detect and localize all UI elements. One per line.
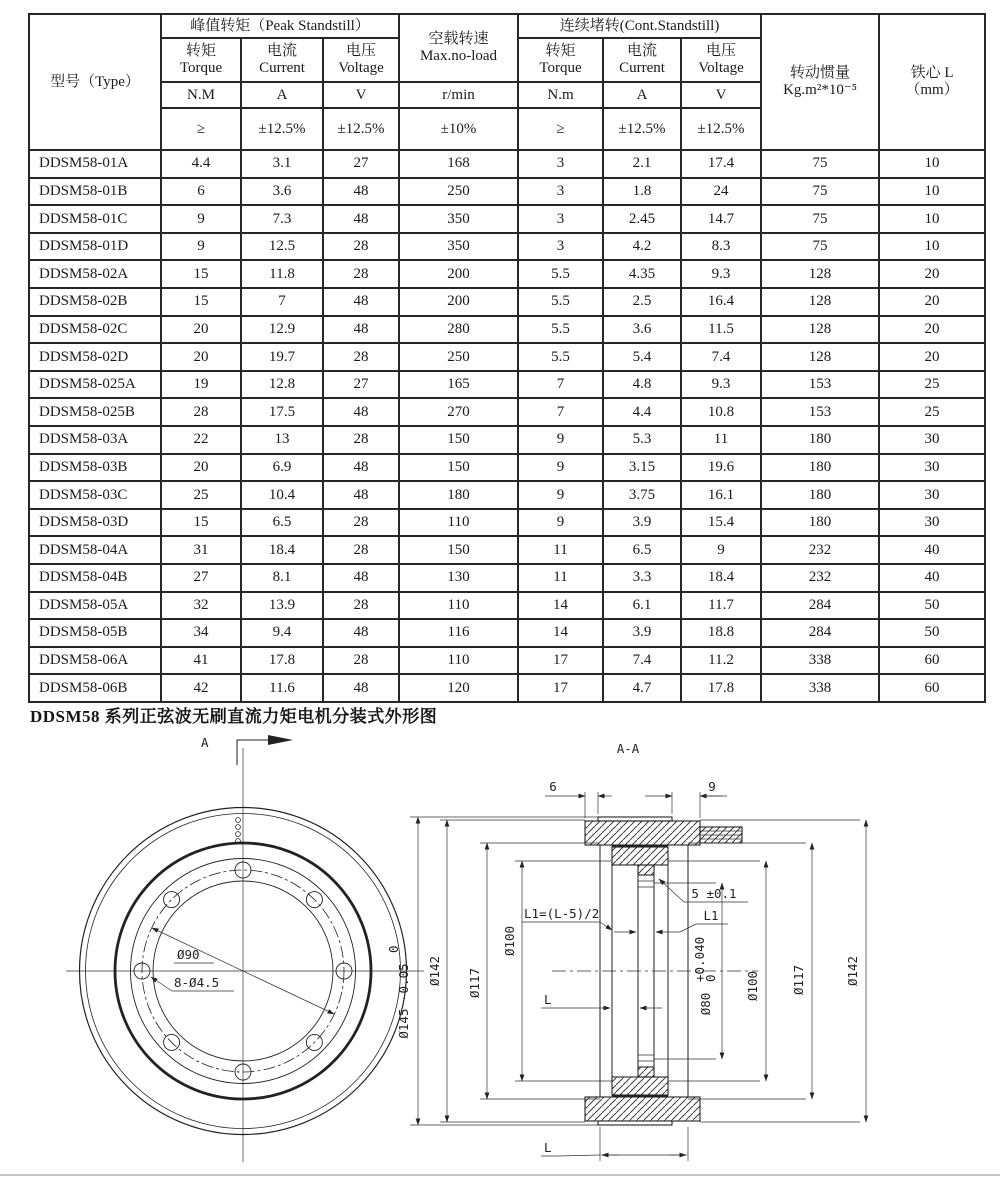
value-cell: 25 bbox=[879, 371, 985, 399]
table-row bbox=[29, 371, 985, 399]
model-cell: DDSM58-02D bbox=[29, 343, 161, 371]
tol-peak-current: ±12.5% bbox=[241, 108, 323, 150]
section-mark-arrow bbox=[268, 735, 293, 745]
dim-6-label: 6 bbox=[549, 779, 557, 794]
value-cell: 280 bbox=[399, 316, 518, 344]
unit-peak-current: A bbox=[241, 82, 323, 108]
value-cell: 2.45 bbox=[603, 205, 681, 233]
value-cell: 31 bbox=[161, 536, 241, 564]
value-cell: 350 bbox=[399, 233, 518, 261]
value-cell: 13.9 bbox=[241, 592, 323, 620]
value-cell: 168 bbox=[399, 150, 518, 178]
value-cell: 48 bbox=[323, 481, 399, 509]
value-cell: 20 bbox=[879, 288, 985, 316]
value-cell: 250 bbox=[399, 178, 518, 206]
value-cell: 2.1 bbox=[603, 150, 681, 178]
value-cell: 27 bbox=[323, 371, 399, 399]
value-cell: 2.5 bbox=[603, 288, 681, 316]
value-cell: 3 bbox=[518, 205, 603, 233]
header-core-unit: （mm） bbox=[905, 82, 959, 98]
value-cell: 4.4 bbox=[161, 150, 241, 178]
value-cell: 60 bbox=[879, 674, 985, 702]
value-cell: 11.8 bbox=[241, 260, 323, 288]
header-cont-current: 电流 Current bbox=[603, 38, 681, 82]
value-cell: 150 bbox=[399, 454, 518, 482]
model-cell: DDSM58-02A bbox=[29, 260, 161, 288]
model-cell: DDSM58-04A bbox=[29, 536, 161, 564]
value-cell: 48 bbox=[323, 288, 399, 316]
value-cell: 10 bbox=[879, 178, 985, 206]
value-cell: 7.3 bbox=[241, 205, 323, 233]
inner-dims bbox=[522, 879, 748, 1008]
table-row bbox=[29, 454, 985, 482]
dim-9-label: 9 bbox=[708, 779, 716, 794]
value-cell: 9.3 bbox=[681, 371, 761, 399]
dim-d80-label: Ø80 bbox=[698, 992, 713, 1016]
top-dims bbox=[545, 779, 727, 818]
value-cell: 32 bbox=[161, 592, 241, 620]
value-cell: 7 bbox=[518, 398, 603, 426]
table-row bbox=[29, 619, 985, 647]
value-cell: 5.4 bbox=[603, 343, 681, 371]
value-cell: 128 bbox=[761, 288, 879, 316]
l1-label: L1 bbox=[703, 908, 719, 923]
value-cell: 8.3 bbox=[681, 233, 761, 261]
value-cell: 17.8 bbox=[241, 647, 323, 675]
dim-d100-left-label: Ø100 bbox=[502, 925, 517, 957]
value-cell: 28 bbox=[323, 343, 399, 371]
value-cell: 20 bbox=[879, 260, 985, 288]
top-flange bbox=[585, 821, 700, 845]
value-cell: 5.5 bbox=[518, 316, 603, 344]
value-cell: 11 bbox=[518, 536, 603, 564]
value-cell: 27 bbox=[323, 150, 399, 178]
model-cell: DDSM58-03C bbox=[29, 481, 161, 509]
value-cell: 284 bbox=[761, 592, 879, 620]
value-cell: 110 bbox=[399, 592, 518, 620]
value-cell: 41 bbox=[161, 647, 241, 675]
value-cell: 15.4 bbox=[681, 509, 761, 537]
value-cell: 17 bbox=[518, 674, 603, 702]
value-cell: 20 bbox=[879, 316, 985, 344]
value-cell: 130 bbox=[399, 564, 518, 592]
dim-d142-left-label: Ø142 bbox=[427, 955, 442, 987]
value-cell: 30 bbox=[879, 426, 985, 454]
value-cell: 3 bbox=[518, 233, 603, 261]
value-cell: 232 bbox=[761, 564, 879, 592]
value-cell: 6.9 bbox=[241, 454, 323, 482]
header-inertia-cn: 转动惯量 bbox=[790, 65, 851, 82]
value-cell: 40 bbox=[879, 564, 985, 592]
dim-d80-upper-tol: +0.040 bbox=[692, 936, 707, 982]
tol-cont-current: ±12.5% bbox=[603, 108, 681, 150]
model-cell: DDSM58-025A bbox=[29, 371, 161, 399]
value-cell: 28 bbox=[323, 260, 399, 288]
value-cell: 7 bbox=[241, 288, 323, 316]
value-cell: 10 bbox=[879, 150, 985, 178]
value-cell: 350 bbox=[399, 205, 518, 233]
value-cell: 30 bbox=[879, 509, 985, 537]
front-view bbox=[66, 735, 424, 1162]
header-noload-cn: 空载转速 bbox=[428, 31, 489, 48]
header-inertia bbox=[761, 14, 879, 150]
value-cell: 9.4 bbox=[241, 619, 323, 647]
value-cell: 180 bbox=[761, 454, 879, 482]
value-cell: 19.7 bbox=[241, 343, 323, 371]
value-cell: 12.8 bbox=[241, 371, 323, 399]
table-row bbox=[29, 674, 985, 702]
tol-peak-torque: ≥ bbox=[161, 108, 241, 150]
table-row bbox=[29, 205, 985, 233]
value-cell: 20 bbox=[879, 343, 985, 371]
value-cell: 14 bbox=[518, 592, 603, 620]
value-cell: 28 bbox=[323, 647, 399, 675]
value-cell: 48 bbox=[323, 398, 399, 426]
unit-cont-voltage: V bbox=[681, 82, 761, 108]
value-cell: 30 bbox=[879, 481, 985, 509]
value-cell: 17.8 bbox=[681, 674, 761, 702]
table-header bbox=[29, 14, 985, 150]
header-peak-torque: 转矩 Torque bbox=[161, 38, 241, 82]
value-cell: 5.5 bbox=[518, 343, 603, 371]
value-cell: 18.8 bbox=[681, 619, 761, 647]
header-noload-en: Max.no-load bbox=[419, 48, 498, 64]
header-noload-group bbox=[399, 14, 518, 82]
header-peak-group: 峰值转矩（Peak Standstill） bbox=[161, 14, 399, 38]
top-lip bbox=[598, 817, 672, 821]
unit-cont-current: A bbox=[603, 82, 681, 108]
value-cell: 200 bbox=[399, 288, 518, 316]
table-row bbox=[29, 481, 985, 509]
value-cell: 50 bbox=[879, 619, 985, 647]
value-cell: 4.7 bbox=[603, 674, 681, 702]
value-cell: 34 bbox=[161, 619, 241, 647]
model-cell: DDSM58-03D bbox=[29, 509, 161, 537]
header-cont-voltage: 电压 Voltage bbox=[681, 38, 761, 82]
value-cell: 9 bbox=[161, 205, 241, 233]
value-cell: 15 bbox=[161, 509, 241, 537]
dim-d145-upper-tol: 0 bbox=[386, 945, 401, 953]
value-cell: 28 bbox=[323, 592, 399, 620]
value-cell: 150 bbox=[399, 536, 518, 564]
table-row bbox=[29, 260, 985, 288]
value-cell: 12.5 bbox=[241, 233, 323, 261]
tol-noload: ±10% bbox=[399, 108, 518, 150]
value-cell: 11.5 bbox=[681, 316, 761, 344]
header-core bbox=[879, 14, 985, 150]
model-cell: DDSM58-025B bbox=[29, 398, 161, 426]
value-cell: 3 bbox=[518, 178, 603, 206]
table-row bbox=[29, 536, 985, 564]
value-cell: 338 bbox=[761, 674, 879, 702]
model-cell: DDSM58-01A bbox=[29, 150, 161, 178]
value-cell: 18.4 bbox=[241, 536, 323, 564]
value-cell: 153 bbox=[761, 371, 879, 399]
value-cell: 10.8 bbox=[681, 398, 761, 426]
table-row bbox=[29, 316, 985, 344]
value-cell: 20 bbox=[161, 454, 241, 482]
value-cell: 6 bbox=[161, 178, 241, 206]
value-cell: 4.2 bbox=[603, 233, 681, 261]
value-cell: 16.4 bbox=[681, 288, 761, 316]
table-row bbox=[29, 233, 985, 261]
unit-peak-torque: N.M bbox=[161, 82, 241, 108]
value-cell: 24 bbox=[681, 178, 761, 206]
value-cell: 180 bbox=[761, 426, 879, 454]
value-cell: 110 bbox=[399, 509, 518, 537]
table-row bbox=[29, 509, 985, 537]
table-row bbox=[29, 288, 985, 316]
header-type: 型号（Type） bbox=[29, 14, 161, 150]
bottom-flange bbox=[585, 1097, 700, 1121]
table-row bbox=[29, 426, 985, 454]
value-cell: 5.5 bbox=[518, 288, 603, 316]
value-cell: 270 bbox=[399, 398, 518, 426]
model-cell: DDSM58-05B bbox=[29, 619, 161, 647]
value-cell: 180 bbox=[761, 481, 879, 509]
value-cell: 17.4 bbox=[681, 150, 761, 178]
model-cell: DDSM58-02C bbox=[29, 316, 161, 344]
model-cell: DDSM58-03A bbox=[29, 426, 161, 454]
header-peak-current: 电流 Current bbox=[241, 38, 323, 82]
value-cell: 14.7 bbox=[681, 205, 761, 233]
value-cell: 3.75 bbox=[603, 481, 681, 509]
value-cell: 50 bbox=[879, 592, 985, 620]
value-cell: 13 bbox=[241, 426, 323, 454]
unit-noload: r/min bbox=[399, 82, 518, 108]
value-cell: 9 bbox=[518, 454, 603, 482]
model-cell: DDSM58-06B bbox=[29, 674, 161, 702]
value-cell: 128 bbox=[761, 260, 879, 288]
value-cell: 4.35 bbox=[603, 260, 681, 288]
dim-5-label: 5 ±0.1 bbox=[691, 886, 737, 901]
drawing-caption: DDSM58 系列正弦波无刷直流力矩电机分装式外形图 bbox=[30, 707, 438, 726]
model-cell: DDSM58-04B bbox=[29, 564, 161, 592]
model-cell: DDSM58-01D bbox=[29, 233, 161, 261]
value-cell: 75 bbox=[761, 150, 879, 178]
l-bottom-label: L bbox=[544, 1140, 552, 1155]
value-cell: 20 bbox=[161, 343, 241, 371]
value-cell: 25 bbox=[879, 398, 985, 426]
bolt-label: 8-Ø4.5 bbox=[174, 975, 220, 990]
value-cell: 48 bbox=[323, 316, 399, 344]
value-cell: 30 bbox=[879, 454, 985, 482]
page-bottom-rule bbox=[0, 1174, 1000, 1176]
value-cell: 14 bbox=[518, 619, 603, 647]
value-cell: 11.7 bbox=[681, 592, 761, 620]
dim-d142-right-label: Ø142 bbox=[845, 955, 860, 987]
value-cell: 9 bbox=[681, 536, 761, 564]
value-cell: 3.15 bbox=[603, 454, 681, 482]
value-cell: 48 bbox=[323, 454, 399, 482]
value-cell: 128 bbox=[761, 316, 879, 344]
value-cell: 150 bbox=[399, 426, 518, 454]
table-row bbox=[29, 398, 985, 426]
value-cell: 19.6 bbox=[681, 454, 761, 482]
value-cell: 28 bbox=[323, 233, 399, 261]
model-cell: DDSM58-05A bbox=[29, 592, 161, 620]
value-cell: 9.3 bbox=[681, 260, 761, 288]
value-cell: 1.8 bbox=[603, 178, 681, 206]
value-cell: 200 bbox=[399, 260, 518, 288]
value-cell: 5.3 bbox=[603, 426, 681, 454]
value-cell: 12.9 bbox=[241, 316, 323, 344]
table-row bbox=[29, 592, 985, 620]
model-cell: DDSM58-01C bbox=[29, 205, 161, 233]
pin-holes bbox=[236, 818, 241, 844]
value-cell: 4.8 bbox=[603, 371, 681, 399]
tol-peak-voltage: ±12.5% bbox=[323, 108, 399, 150]
value-cell: 48 bbox=[323, 178, 399, 206]
table-row bbox=[29, 178, 985, 206]
bottom-lip bbox=[598, 1121, 672, 1125]
bottom-stem bbox=[638, 1067, 654, 1077]
value-cell: 5.5 bbox=[518, 260, 603, 288]
value-cell: 28 bbox=[323, 509, 399, 537]
value-cell: 28 bbox=[323, 536, 399, 564]
model-cell: DDSM58-06A bbox=[29, 647, 161, 675]
table-row bbox=[29, 564, 985, 592]
value-cell: 4.4 bbox=[603, 398, 681, 426]
value-cell: 9 bbox=[518, 509, 603, 537]
value-cell: 48 bbox=[323, 674, 399, 702]
value-cell: 48 bbox=[323, 205, 399, 233]
value-cell: 110 bbox=[399, 647, 518, 675]
dim-d117-left-label: Ø117 bbox=[467, 967, 482, 999]
value-cell: 10 bbox=[879, 205, 985, 233]
value-cell: 27 bbox=[161, 564, 241, 592]
value-cell: 8.1 bbox=[241, 564, 323, 592]
value-cell: 9 bbox=[161, 233, 241, 261]
unit-peak-voltage: V bbox=[323, 82, 399, 108]
value-cell: 284 bbox=[761, 619, 879, 647]
value-cell: 11.2 bbox=[681, 647, 761, 675]
value-cell: 9 bbox=[518, 426, 603, 454]
d90-label: Ø90 bbox=[177, 947, 200, 962]
value-cell: 3 bbox=[518, 150, 603, 178]
value-cell: 3.6 bbox=[241, 178, 323, 206]
value-cell: 7.4 bbox=[681, 343, 761, 371]
section-mark-bracket bbox=[237, 740, 268, 765]
value-cell: 3.3 bbox=[603, 564, 681, 592]
value-cell: 6.1 bbox=[603, 592, 681, 620]
value-cell: 116 bbox=[399, 619, 518, 647]
outline-drawing bbox=[0, 728, 1000, 1180]
value-cell: 22 bbox=[161, 426, 241, 454]
value-cell: 11 bbox=[518, 564, 603, 592]
value-cell: 7.4 bbox=[603, 647, 681, 675]
value-cell: 28 bbox=[161, 398, 241, 426]
value-cell: 75 bbox=[761, 233, 879, 261]
model-cell: DDSM58-01B bbox=[29, 178, 161, 206]
dim-d117-right-label: Ø117 bbox=[791, 964, 806, 996]
value-cell: 250 bbox=[399, 343, 518, 371]
table-row bbox=[29, 150, 985, 178]
header-peak-voltage: 电压 Voltage bbox=[323, 38, 399, 82]
value-cell: 15 bbox=[161, 260, 241, 288]
value-cell: 40 bbox=[879, 536, 985, 564]
value-cell: 120 bbox=[399, 674, 518, 702]
table-body bbox=[29, 150, 985, 702]
value-cell: 75 bbox=[761, 205, 879, 233]
header-inertia-unit: Kg.m²*10⁻⁵ bbox=[783, 82, 857, 98]
value-cell: 10 bbox=[879, 233, 985, 261]
value-cell: 15 bbox=[161, 288, 241, 316]
tol-cont-torque: ≥ bbox=[518, 108, 603, 150]
value-cell: 48 bbox=[323, 619, 399, 647]
l-mid-label: L bbox=[544, 992, 552, 1007]
value-cell: 3.9 bbox=[603, 509, 681, 537]
section-title: A-A bbox=[616, 741, 640, 756]
value-cell: 60 bbox=[879, 647, 985, 675]
value-cell: 3.1 bbox=[241, 150, 323, 178]
value-cell: 10.4 bbox=[241, 481, 323, 509]
value-cell: 7 bbox=[518, 371, 603, 399]
table-row bbox=[29, 647, 985, 675]
dim-d100-right-label: Ø100 bbox=[745, 970, 760, 1002]
value-cell: 6.5 bbox=[241, 509, 323, 537]
bottom-stator-block bbox=[612, 1077, 668, 1095]
top-stator-block bbox=[612, 847, 668, 865]
value-cell: 42 bbox=[161, 674, 241, 702]
dim-d145-label: Ø145 -0.05 bbox=[396, 963, 411, 1039]
section-mark-label: A bbox=[201, 735, 209, 750]
value-cell: 165 bbox=[399, 371, 518, 399]
value-cell: 16.1 bbox=[681, 481, 761, 509]
value-cell: 9 bbox=[518, 481, 603, 509]
value-cell: 3.9 bbox=[603, 619, 681, 647]
value-cell: 75 bbox=[761, 178, 879, 206]
top-stem bbox=[638, 865, 654, 875]
value-cell: 180 bbox=[761, 509, 879, 537]
value-cell: 17.5 bbox=[241, 398, 323, 426]
header-core-cn: 铁心 L bbox=[910, 65, 954, 82]
value-cell: 25 bbox=[161, 481, 241, 509]
dim-d80-lower-tol: 0 bbox=[703, 974, 718, 982]
value-cell: 3.6 bbox=[603, 316, 681, 344]
header-cont-group: 连续堵转(Cont.Standstill) bbox=[518, 14, 761, 38]
value-cell: 153 bbox=[761, 398, 879, 426]
value-cell: 18.4 bbox=[681, 564, 761, 592]
value-cell: 180 bbox=[399, 481, 518, 509]
value-cell: 6.5 bbox=[603, 536, 681, 564]
unit-cont-torque: N.m bbox=[518, 82, 603, 108]
tol-cont-voltage: ±12.5% bbox=[681, 108, 761, 150]
value-cell: 48 bbox=[323, 564, 399, 592]
value-cell: 232 bbox=[761, 536, 879, 564]
header-cont-torque: 转矩 Torque bbox=[518, 38, 603, 82]
section-view bbox=[386, 741, 866, 1161]
value-cell: 11 bbox=[681, 426, 761, 454]
spec-table bbox=[28, 13, 986, 703]
model-cell: DDSM58-03B bbox=[29, 454, 161, 482]
value-cell: 11.6 bbox=[241, 674, 323, 702]
l1-formula-label: L1=(L-5)/2 bbox=[524, 906, 600, 921]
value-cell: 19 bbox=[161, 371, 241, 399]
value-cell: 338 bbox=[761, 647, 879, 675]
value-cell: 20 bbox=[161, 316, 241, 344]
value-cell: 28 bbox=[323, 426, 399, 454]
value-cell: 128 bbox=[761, 343, 879, 371]
bottom-length-dim bbox=[541, 1127, 688, 1161]
value-cell: 17 bbox=[518, 647, 603, 675]
model-cell: DDSM58-02B bbox=[29, 288, 161, 316]
table-row bbox=[29, 343, 985, 371]
